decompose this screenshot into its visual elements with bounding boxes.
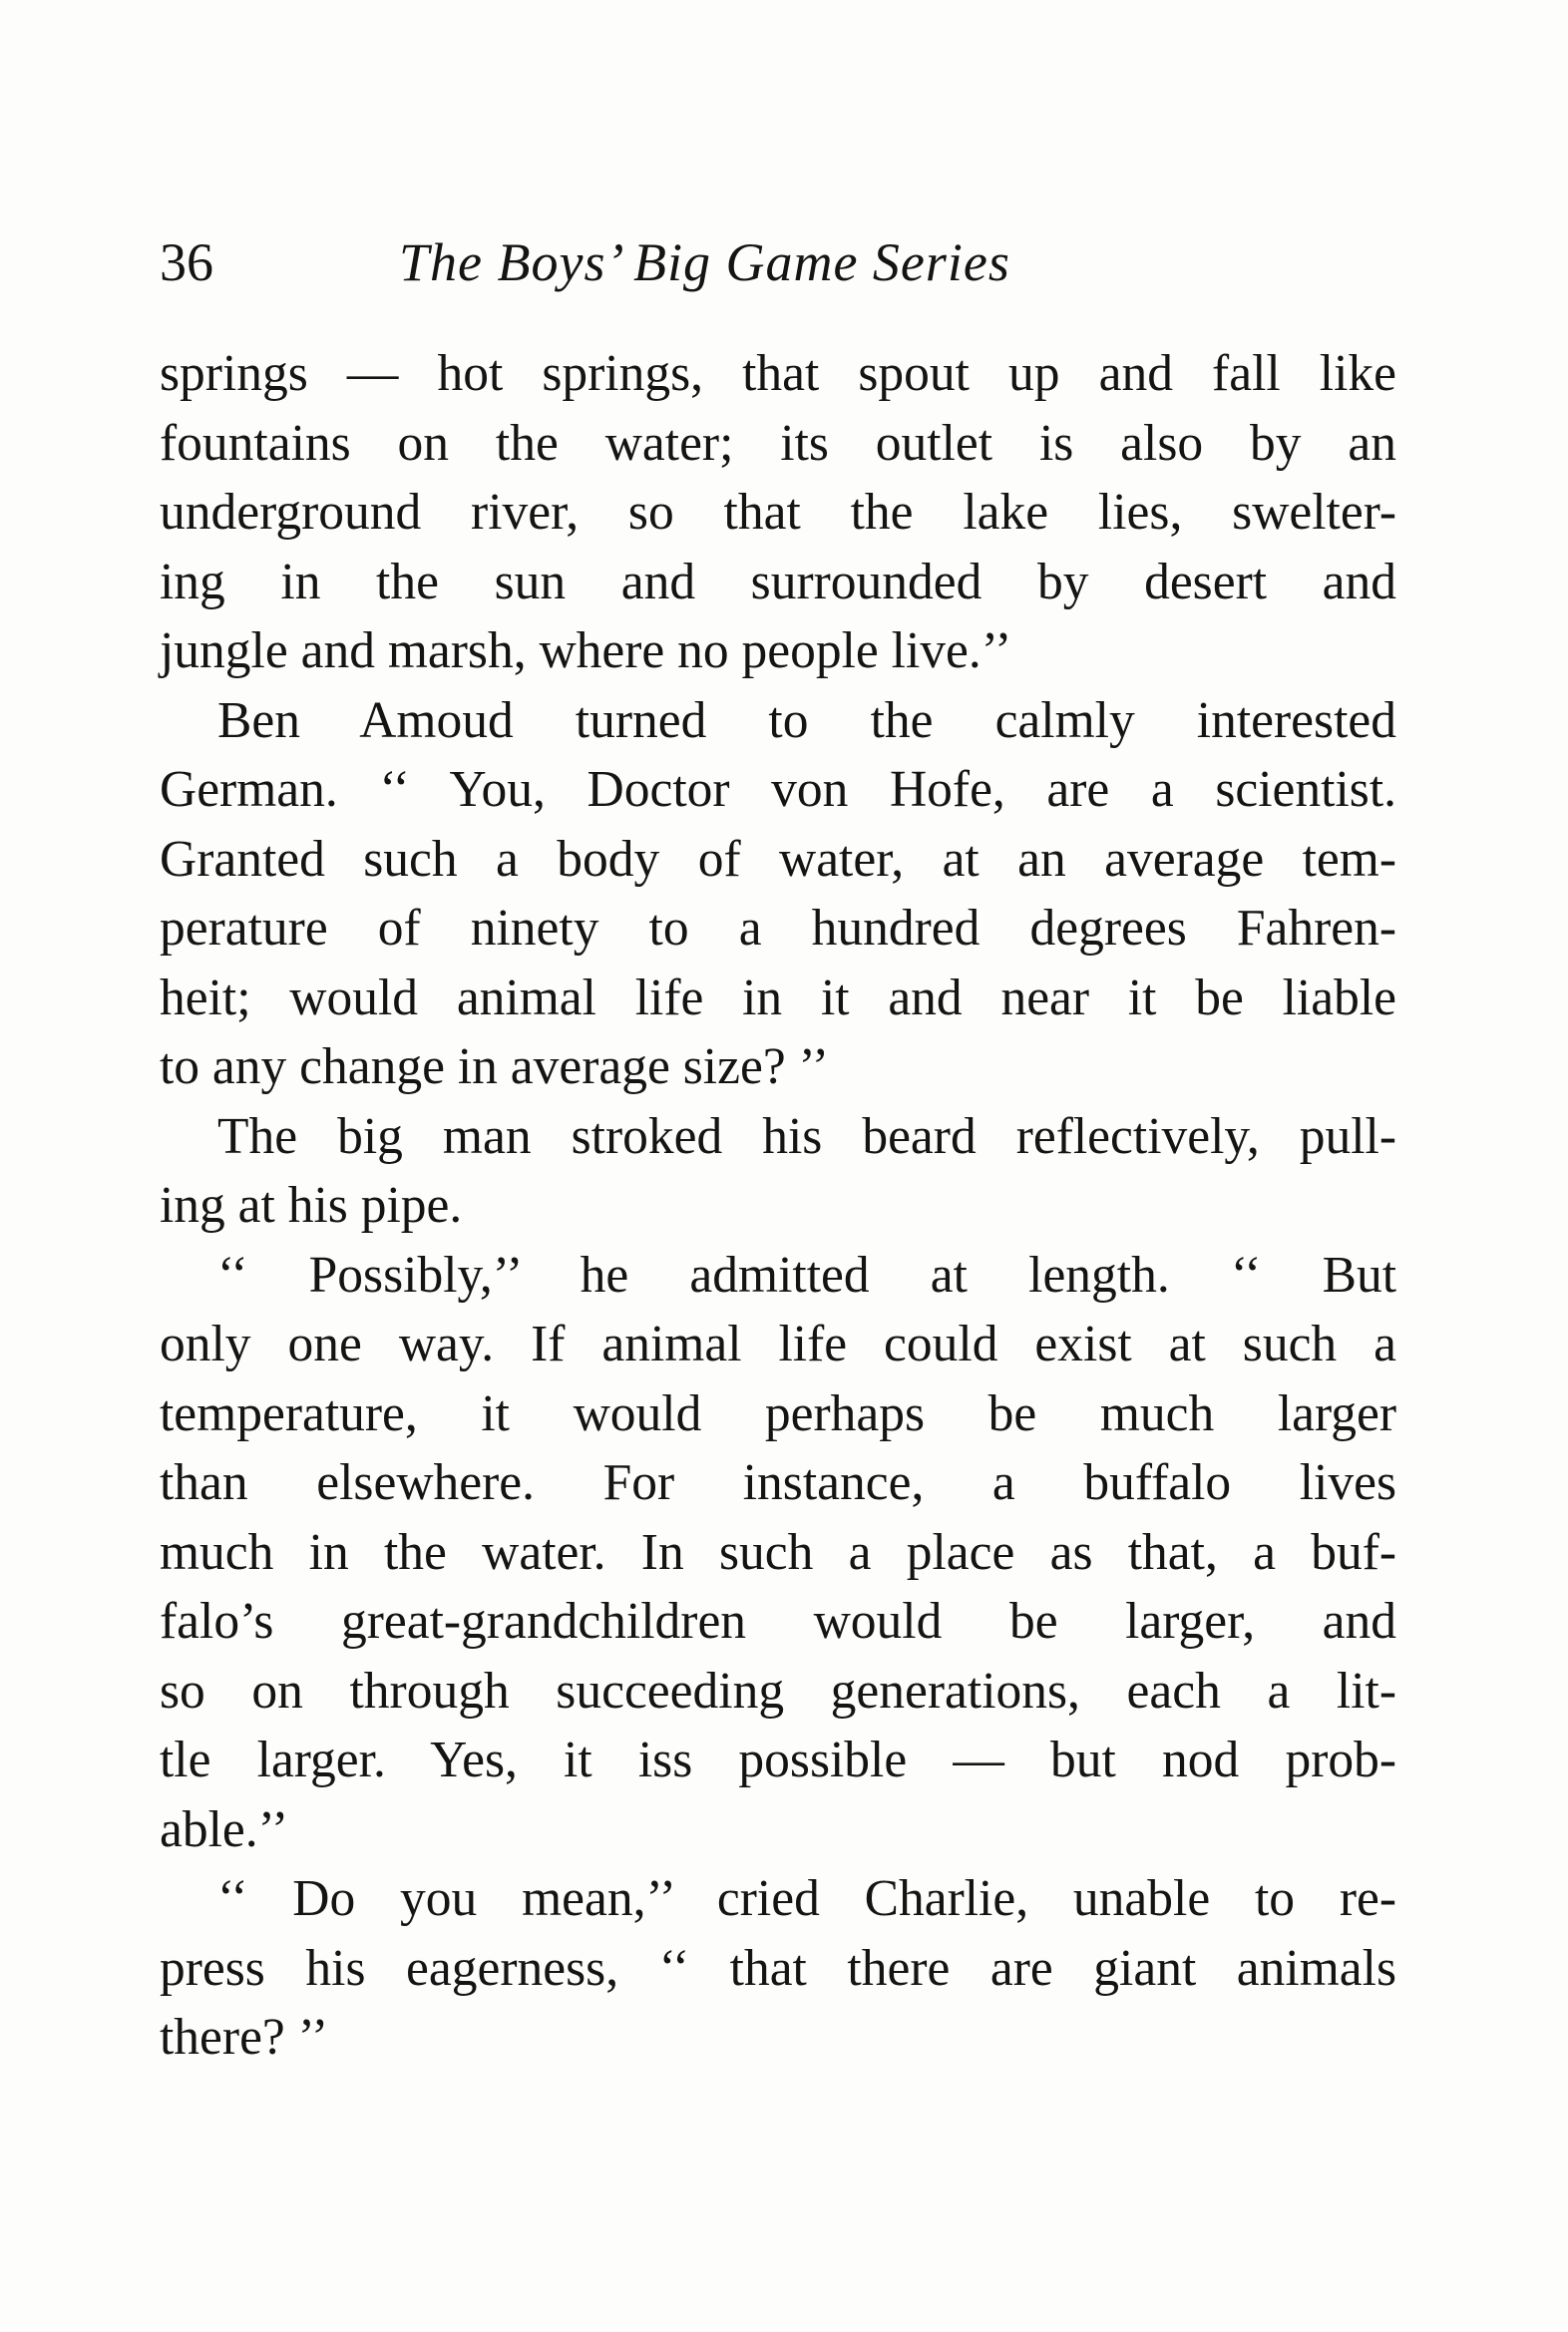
text-line: springs — hot springs, that spout up and fall like xyxy=(160,345,1396,402)
text-line: to any change in average size? ’’ xyxy=(160,1038,830,1095)
text-line: than elsewhere. For instance, a buffalo lives xyxy=(160,1454,1396,1511)
text-line: German. ‘‘ You, Doctor von Hofe, are a scientist. xyxy=(160,761,1396,818)
body-text xyxy=(160,339,1396,2073)
text-line: Granted such a body of water, at an average tem- xyxy=(160,830,1396,888)
page-number: 36 xyxy=(160,232,213,292)
text-line: able.’’ xyxy=(160,1800,289,1858)
text-line: ing in the sun and surrounded by desert and xyxy=(160,553,1396,610)
text-line: so on through succeeding generations, each a lit- xyxy=(160,1662,1396,1720)
running-head xyxy=(160,227,1396,297)
text-line: perature of ninety to a hundred degrees Fahren- xyxy=(160,900,1396,957)
text-line: there? ’’ xyxy=(160,2009,329,2066)
text-line: ‘‘ Do you mean,’’ cried Charlie, unable to re- xyxy=(217,1870,1396,1927)
text-line: Ben Amoud turned to the calmly interested xyxy=(217,691,1396,749)
text-line: tle larger. Yes, it iss possible — but nod prob- xyxy=(160,1732,1396,1788)
running-title: The Boys’ Big Game Series xyxy=(399,232,1010,292)
text-line: only one way. If animal life could exist at such a xyxy=(160,1316,1396,1372)
text-line: much in the water. In such a place as that, a buf- xyxy=(160,1523,1396,1581)
text-line: press his eagerness, ‘‘ that there are giant animals xyxy=(160,1939,1396,1997)
text-line: underground river, so that the lake lies, swelter- xyxy=(160,484,1396,541)
text-line: ing at his pipe. xyxy=(160,1177,463,1234)
text-line: falo’s great-grandchildren would be larger, and xyxy=(160,1593,1396,1650)
text-line: jungle and marsh, where no people live.’’ xyxy=(160,622,1012,679)
text-line: ‘‘ Possibly,’’ he admitted at length. ‘‘ But xyxy=(217,1246,1396,1304)
text-line: temperature, it would perhaps be much larger xyxy=(160,1384,1396,1442)
text-line: fountains on the water; its outlet is also by an xyxy=(160,414,1396,472)
text-line: heit; would animal life in it and near it be liable xyxy=(160,969,1396,1026)
text-line: The big man stroked his beard reflectively, pull- xyxy=(217,1107,1396,1165)
